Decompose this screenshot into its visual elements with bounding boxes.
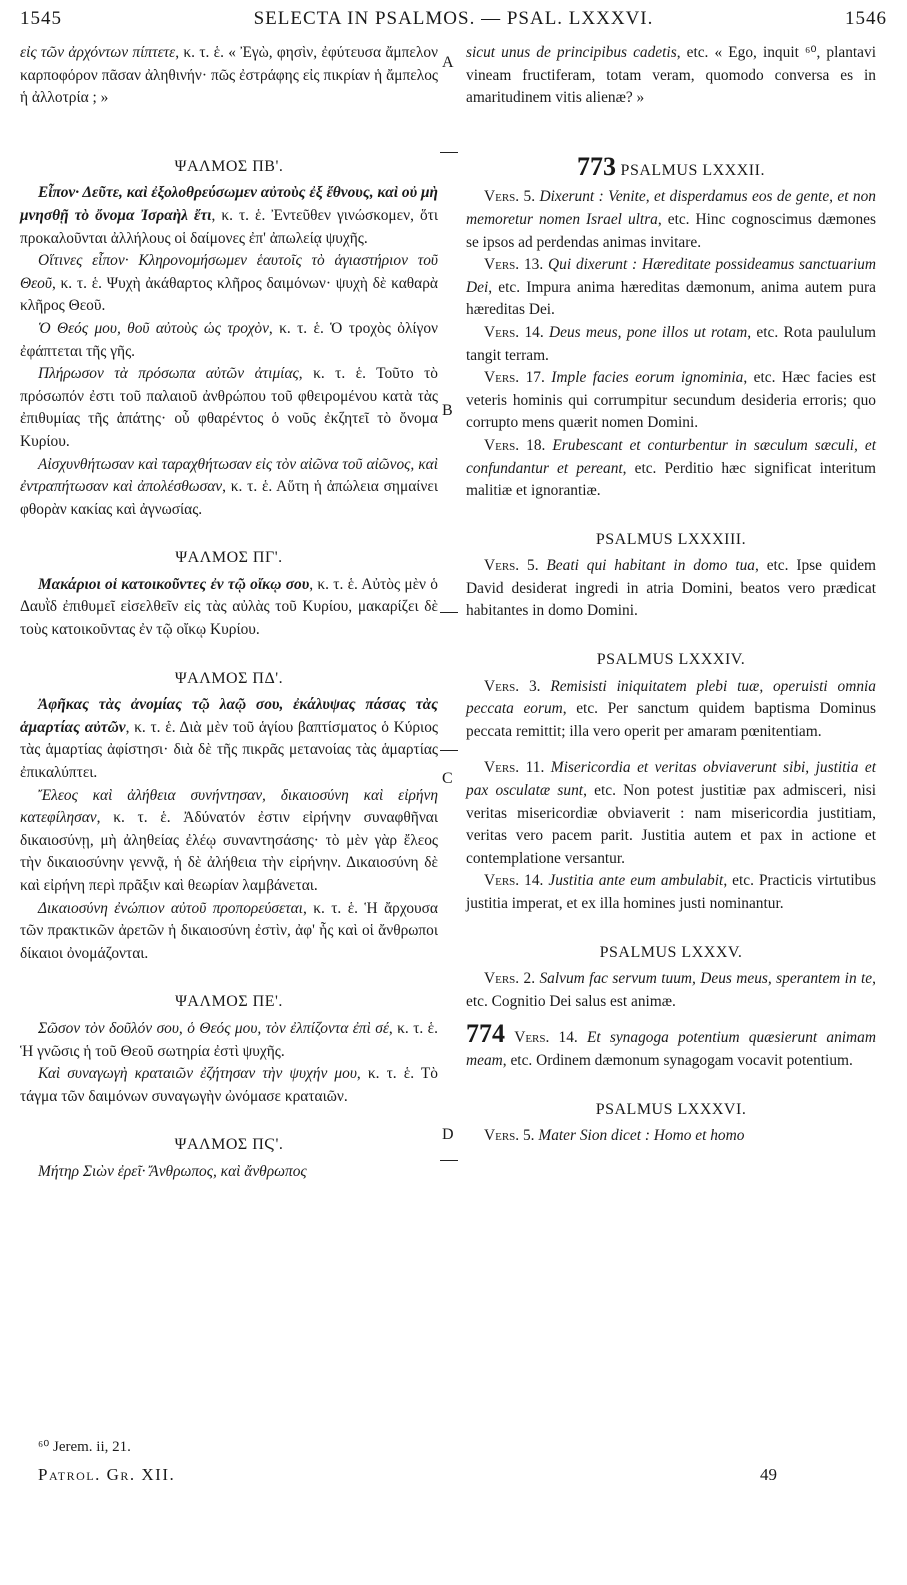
greek-heading-ps85: ΨΑΛΜΟΣ ΠΕ'. [175, 993, 283, 1011]
latin-verse: Vers. 17. Imple facies eorum ignominia, etc. Hæc facies est veteris hominis qui corrumpitur secundum desideria erroris; quo corrupto mens quærit nomen Domini. [466, 369, 876, 432]
greek-paragraph: Μακάριοι οἱ κατοικοῦντες ἐν τῷ οἴκῳ σου, κ. τ. ἑ. Αὐτὸς μὲν ὁ Δαυῒδ ἐπιθυμεῖ εἰσελθεῖν εἰς τὰς αὐλὰς τοῦ Κυρίου, μακαρίζει δὲ τοὺς κατοικοῦντας ἐν τῷ οἴκῳ Κυρίου. [20, 575, 438, 639]
latin-verse: Vers. 2. Salvum fac servum tuum, Deus meus, sperantem in te, etc. Cognitio Dei salus est animæ. [466, 970, 876, 1010]
latin-verse: 774 Vers. 14. Et synagoga potentium quæsierunt animam meam, etc. Ordinem dæmonum synagogam vocavit potentium. [466, 1019, 876, 1069]
greek-intro: εἰς τῶν ἀρχόντων πίπτετε, κ. τ. ἑ. « Ἐγὼ, φησὶν, ἐφύτευσα ἄμπελον καρποφόρον πᾶσαν ἀληθινήν· πῶς ἐστράφης εἰς πικρίαν ἡ ἄμπελος ἡ ἀλλοτρία ; » [20, 44, 438, 107]
page-number-right: 1546 [845, 8, 887, 29]
latin-heading-ps82: 773 PSALMUS LXXXII. [577, 151, 765, 181]
column-number-773: 773 [577, 151, 617, 181]
greek-heading-ps86: ΨΑΛΜΟΣ ΠϚ'. [174, 1136, 284, 1154]
greek-paragraph: Καὶ συναγωγὴ κραταιῶν ἐζήτησαν τὴν ψυχήν μου, κ. τ. ἑ. Τὸ τάγμα τῶν δαιμόνων συναγωγὴν ὠνόμασε κραταιῶν. [20, 1065, 438, 1105]
latin-verse: Vers. 5. Beati qui habitant in domo tua, etc. Ipse quidem David desiderat ingredi in atria Domini, beatos vero prædicat habitantes in domo Domini. [466, 557, 876, 620]
margin-letter-c: C [442, 770, 453, 787]
latin-column [466, 42, 876, 1148]
greek-column [20, 42, 438, 1184]
greek-heading-ps84: ΨΑΛΜΟΣ ΠΔ'. [174, 669, 284, 687]
greek-paragraph: Σῶσον τὸν δοῦλόν σου, ὁ Θεός μου, τὸν ἐλπίζοντα ἐπὶ σέ, κ. τ. ἑ. Ἡ γνῶσις ἡ τοῦ Θεοῦ σωτηρία ἐστὶ ψυχῆς. [20, 1019, 438, 1060]
footnote: ⁶⁰ Jerem. ii, 21. [38, 1439, 131, 1455]
latin-verse: Vers. 5. Mater Sion dicet : Homo et homo [484, 1127, 745, 1145]
greek-paragraph: Πλήρωσον τὰ πρόσωπα αὐτῶν ἀτιμίας, κ. τ. ἑ. Τοῦτο τὸ πρόσωπόν ἐστι τοῦ παλαιοῦ ἀνθρώπου τοῦ φθειρομένου κατὰ τὰς ἐπιθυμίας τῆς ἀπάτης· οὗ φθαρέντος ὁ νοῦς ἐκζητεῖ τὸ ὄνομα Κυρίου. [20, 365, 438, 450]
latin-verse: Vers. 11. Misericordia et veritas obviaverunt sibi, justitia et pax osculatæ sunt, etc. Non potest justitiæ pax admisceri, nisi veritas misericordiæ obviaverit : nam misericordia justitiam, veritas vero pacem parit. Justitia autem et pax in actione et contemplatione versantur. [466, 759, 876, 867]
footer-signature: 49 [760, 1465, 777, 1484]
greek-heading-ps82: ΨΑΛΜΟΣ ΠΒ'. [174, 157, 284, 175]
latin-heading-ps85: PSALMUS LXXXV. [599, 943, 743, 961]
footer-volume: Patrol. Gr. XII. [38, 1465, 176, 1484]
latin-verse: Vers. 18. Erubescant et conturbentur in sæculum sæculi, et confundantur et pereant, etc. Perditio hæc significat interitum malitiæ et ignorantiæ. [466, 436, 876, 500]
margin-letter-d: D [442, 1126, 454, 1143]
latin-heading-ps86: PSALMUS LXXXVI. [595, 1100, 747, 1118]
margin-letter-a: A [442, 54, 454, 71]
greek-paragraph: Αἰσχυνθήτωσαν καὶ ταραχθήτωσαν εἰς τὸν αἰῶνα τοῦ αἰῶνος, καὶ ἐντραπήτωσαν καὶ ἀπολέσθωσαν, κ. τ. ἑ. Αὕτη ἡ ἀπώλεια σημαίνει φθορὰν κακίας καὶ ἀγνωσίας. [20, 455, 438, 518]
greek-paragraph: Οἵτινες εἶπον· Κληρονομήσωμεν ἑαυτοῖς τὸ ἁγιαστήριον τοῦ Θεοῦ, κ. τ. ἑ. Ψυχὴ ἀκάθαρτος κλῆρος δαιμόνων· ψυχὴ δὲ καθαρὰ κλῆρος Θεοῦ. [20, 252, 438, 315]
latin-verse: Vers. 5. Dixerunt : Venite, et disperdamus eos de gente, et non memoretur nomen Israel ultra, etc. Hinc cognoscimus dæmones se ipsos ad perdendas animas invitare. [466, 188, 877, 251]
latin-verse: Vers. 13. Qui dixerunt : Hæreditate possideamus sanctuarium Dei, etc. Impura anima hæreditas dæmonum, anima autem pura hæreditas Dei. [466, 256, 876, 319]
greek-paragraph: Εἶπον· Δεῦτε, καὶ ἐξολοθρεύσωμεν αὐτοὺς ἐξ ἔθνους, καὶ οὐ μὴ μνησθῇ τὸ ὄνομα Ἰσραὴλ ἔτι, κ. τ. ἑ. Ἐντεῦθεν γινώσκομεν, ὅτι προκαλοῦνται ἀλλήλους οἱ δαίμονες ἐπ' ἀπωλείᾳ ψυχῆς. [20, 184, 438, 247]
greek-paragraph: Ἀφῆκας τὰς ἀνομίας τῷ λαῷ σου, ἐκάλυψας πάσας τὰς ἁμαρτίας αὐτῶν, κ. τ. ἑ. Διὰ μὲν τοῦ ἁγίου βαπτίσματος ὁ Κύριος τὰς ἁμαρτίας ἀφίστησι· διὰ δὲ τῆς πικρᾶς μετανοίας τὰς ἁμαρτίας ἐπικαλύπτει. [20, 696, 438, 782]
latin-verse: Vers. 3. Remisisti iniquitatem plebi tuæ, operuisti omnia peccata eorum, etc. Per sanctum quidem baptisma Dominus peccata remittit; illa vero operit per amaram pœnitentiam. [466, 677, 876, 740]
greek-paragraph: Δικαιοσύνη ἐνώπιον αὐτοῦ προπορεύσεται, κ. τ. ἑ. Ἡ ἄρχουσα τῶν πρακτικῶν ἀρετῶν ἡ δικαιοσύνη ἐστὶν, ἀφ' ἧς καὶ οἱ ἄνθρωποι δίκαιοι ὀνομάζονται. [20, 899, 438, 962]
latin-heading-ps84: PSALMUS LXXXIV. [596, 651, 746, 669]
column-number-774: 774 [466, 1019, 505, 1049]
running-header [20, 8, 887, 38]
greek-heading-ps83: ΨΑΛΜΟΣ ΠΓ'. [175, 549, 283, 567]
column-separator [440, 750, 458, 751]
greek-paragraph: Ὁ Θεός μου, θοῦ αὐτοὺς ὡς τροχὸν, κ. τ. ἑ. Ὁ τροχὸς ὀλίγον ἐφάπτεται τῆς γῆς. [20, 319, 438, 360]
greek-paragraph: Ἔλεος καὶ ἀλήθεια συνήντησαν, δικαιοσύνη καὶ εἰρήνη κατεφίλησαν, κ. τ. ἑ. Ἀδύνατόν ἐστιν εἰρήνην συναφθῆναι δικαιοσύνῃ, μὴ ἀληθείας ἐλέῳ συναντησάσης· τὸ μὲν γὰρ ἔλεος τὴν δικαιοσύνην γεννᾷ, ἡ δὲ ἀλήθεια τὴν εἰρήνην. Δικαιοσύνη δὲ καὶ εἰρήνη περὶ πρᾶξιν καὶ θεωρίαν λαμβάνεται. [20, 786, 438, 894]
latin-verse: Vers. 14. Justitia ante eum ambulabit, etc. Practicis virtutibus justitia imperat, et ex illa homines justi nominantur. [466, 872, 876, 912]
latin-intro: sicut unus de principibus cadetis, etc. « Ego, inquit ⁶⁰, plantavi vineam fructiferam, totam veram, quomodo conversa es in amaritudinem vitis alienæ? » [466, 44, 876, 107]
latin-verse: Vers. 14. Deus meus, pone illos ut rotam, etc. Rota paululum tangit terram. [466, 323, 876, 364]
running-title: SELECTA IN PSALMOS. — PSAL. LXXXVI. [253, 8, 654, 29]
page-number-left: 1545 [20, 8, 62, 29]
column-separator [440, 612, 458, 613]
margin-letter-b: B [442, 402, 453, 419]
column-separator [440, 152, 458, 153]
latin-heading-ps83: PSALMUS LXXXIII. [595, 530, 747, 548]
column-separator [440, 1160, 458, 1161]
greek-paragraph: Μήτηρ Σιὼν ἐρεῖ· Ἄνθρωπος, καὶ ἄνθρωπος [38, 1162, 307, 1180]
